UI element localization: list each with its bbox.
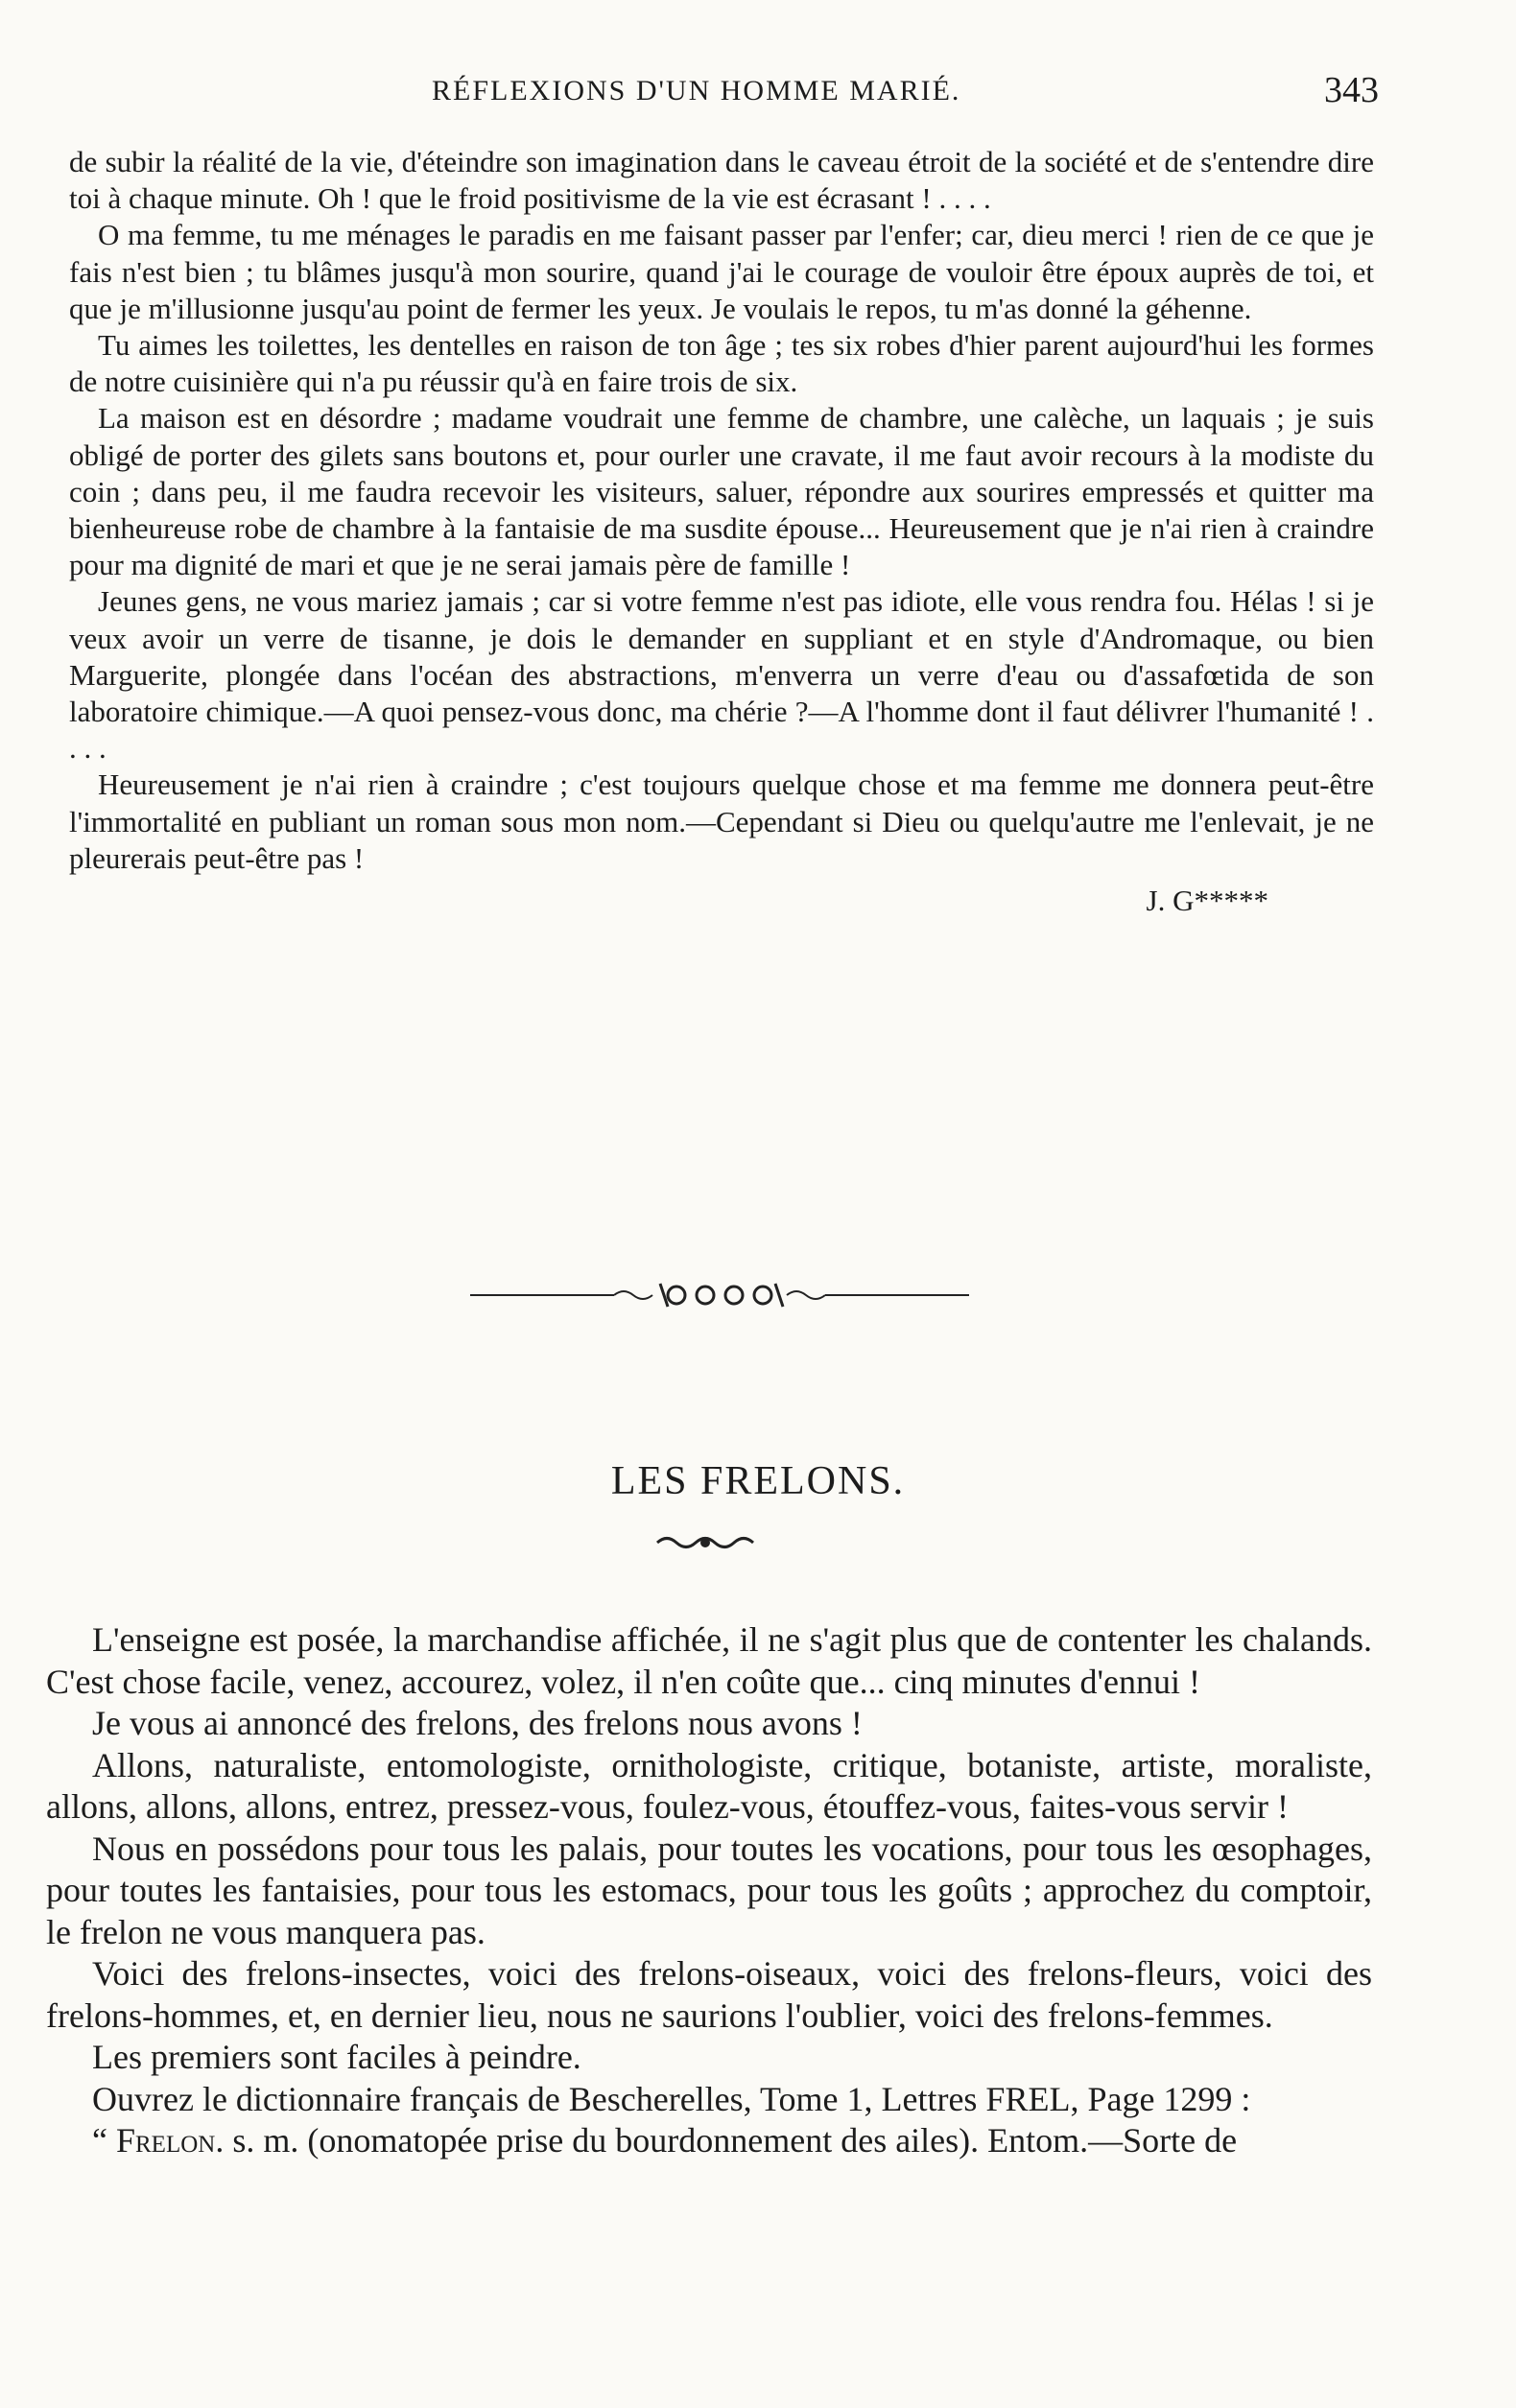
paragraph: La maison est en désordre ; madame voudrait une femme de chambre, une calèche, un laquais ; je suis obligé de porter des gilets sans boutons et, pour ourler une cravate, il me faut avoir recours à la modiste du coin ; dans peu, il me faudra recevoir les visiteurs, saluer, répondre aux sourires empressés et quitter ma bienheureuse robe de chambre à la fantaisie de ma susdite épouse... Heureusement que je n'ai rien à craindre pour ma dignité de mari et que je ne serai jamais père de famille !	[69, 401, 1374, 582]
paragraph: Jeunes gens, ne vous mariez jamais ; car si votre femme n'est pas idiote, elle vous rendra fou. Hélas ! si je veux avoir un verre de tisanne, je dois le demander en suppliant et en style d'Andromaque, ou bien Marguerite, plongée dans l'océan des abstractions, m'enverra un verre d'eau ou d'assafœtida de son laboratoire chimique.—A quoi pensez-vous donc, ma chérie ?—A l'homme dont il faut délivrer l'humanité ! . . . .	[69, 584, 1374, 766]
paragraph: Je vous ai annoncé des frelons, des frelons nous avons !	[92, 1704, 863, 1742]
paragraph: L'enseigne est posée, la marchandise affichée, il ne s'agit plus que de contenter les chalands. C'est chose facile, venez, accourez, volez, il n'en coûte que... cinq minutes d'ennui !	[46, 1620, 1372, 1701]
author-signature: J. G*****	[1146, 884, 1268, 918]
paragraph: Heureusement je n'ai rien à craindre ; c'est toujours quelque chose et ma femme me donnera peut-être l'immortalité en publiant un roman sous mon nom.—Cependant si Dieu ou quelqu'autre me l'enlevait, je ne pleurerais peut-être pas !	[69, 767, 1374, 875]
title-ornament	[652, 1530, 758, 1555]
paragraph: Ouvrez le dictionnaire français de Bescherelles, Tome 1, Lettres FREL, Page 1299 :	[92, 2079, 1251, 2118]
paragraph: Tu aimes les toilettes, les dentelles en raison de ton âge ; tes six robes d'hier parent aujourd'hui les formes de notre cuisinière qui n'a pu réussir qu'à en faire trois de six.	[69, 328, 1374, 399]
section-divider-ornament	[470, 1274, 969, 1312]
paragraph: de subir la réalité de la vie, d'éteindre son imagination dans le caveau étroit de la société et de s'entendre dire toi à chaque minute. Oh ! que le froid positivisme de la vie est écrasant ! . . . .	[69, 145, 1374, 216]
paragraph: Les premiers sont faciles à peindre.	[92, 2038, 581, 2076]
paragraph: O ma femme, tu me ménages le paradis en me faisant passer par l'enfer; car, dieu merci ! rien de ce que je fais n'est bien ; tu blâmes jusqu'à mon sourire, quand j'ai le courage de vouloir être époux auprès de toi, et que je m'illusionne jusqu'au point de fermer les yeux. Je voulais le repos, tu m'as donné la géhenne.	[69, 218, 1374, 325]
page-number: 343	[1324, 70, 1379, 110]
quote-text: . s. m. (onomatopée prise du bourdonnement des ailes). Entom.—Sorte de	[215, 2121, 1238, 2160]
quote-term: Frelon	[115, 2121, 216, 2160]
paragraph: Allons, naturaliste, entomologiste, ornithologiste, critique, botaniste, artiste, moraliste, allons, allons, allons, entrez, pressez-vous, foulez-vous, étouffez-vous, faites-vous servir !	[46, 1745, 1372, 1826]
article-frelons-body	[46, 1619, 1372, 2162]
quote-mark: “	[92, 2121, 116, 2160]
running-head	[0, 70, 1516, 113]
paragraph: Voici des frelons-insectes, voici des frelons-oiseaux, voici des frelons-fleurs, voici des frelons-hommes, et, en dernier lieu, nous ne saurions l'oublier, voici des frelons-femmes.	[46, 1954, 1372, 2035]
article-title: LES FRELONS.	[610, 1459, 906, 1503]
paragraph: Nous en possédons pour tous les palais, pour toutes les vocations, pour tous les œsophages, pour toutes les fantaisies, pour tous les estomacs, pour tous les goûts ; approchez du comptoir, le frelon ne vous manquera pas.	[46, 1829, 1372, 1951]
dictionary-quote	[46, 2120, 1372, 2162]
running-title: RÉFLEXIONS D'UN HOMME MARIÉ.	[432, 75, 961, 106]
article-reflexions-body	[69, 144, 1374, 919]
